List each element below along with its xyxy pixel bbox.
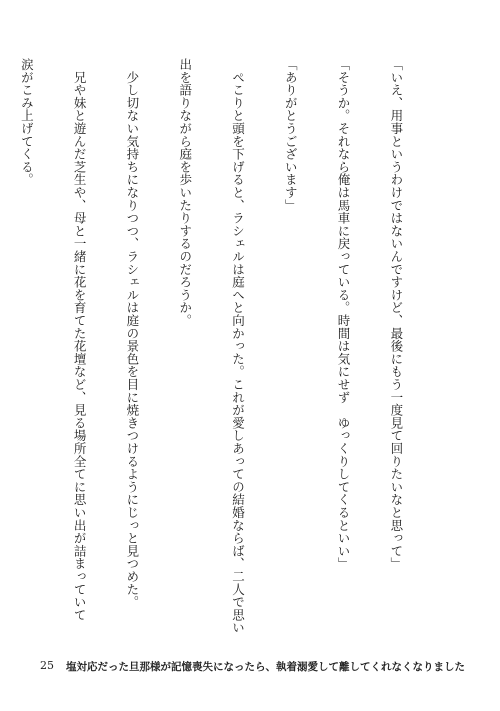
page-number: 25 (40, 659, 54, 672)
page-footer (0, 659, 500, 679)
text-line: 「ありがとうございます」 (283, 58, 299, 212)
text-line: 涙がこみ上げてくる。 (19, 58, 35, 186)
text-line: 兄や妹と遊んだ芝生や、母と一緒に花を育てた花壇など、見る場所全てに思い出が詰まっていて (72, 58, 88, 622)
text-line: 「そうか。それなら俺は馬車に戻っている。時間は気にせず ゆっくりしてくるといい」 (336, 58, 352, 570)
text-line: 少し切ない気持ちになりつつ、ラシェルは庭の景色を目に焼きつけるようにじっと見つめた。 (124, 58, 140, 609)
text-line: 出を語りながら庭を歩いたりするのだろうか。 (177, 58, 193, 327)
text-line: ぺこりと頭を下げると、ラシェルは庭へと向かった。これが愛しあっての結婚ならば、二人で思い (230, 58, 246, 634)
text-line: 「いえ、用事というわけではないんですけど、最後にもう一度見て回りたいなと思って」 (388, 58, 404, 570)
running-title: 塩対応だった旦那様が記憶喪失になったら、執着溺愛して離してくれなくなりました (66, 661, 465, 673)
vertical-text-body (0, 58, 440, 640)
